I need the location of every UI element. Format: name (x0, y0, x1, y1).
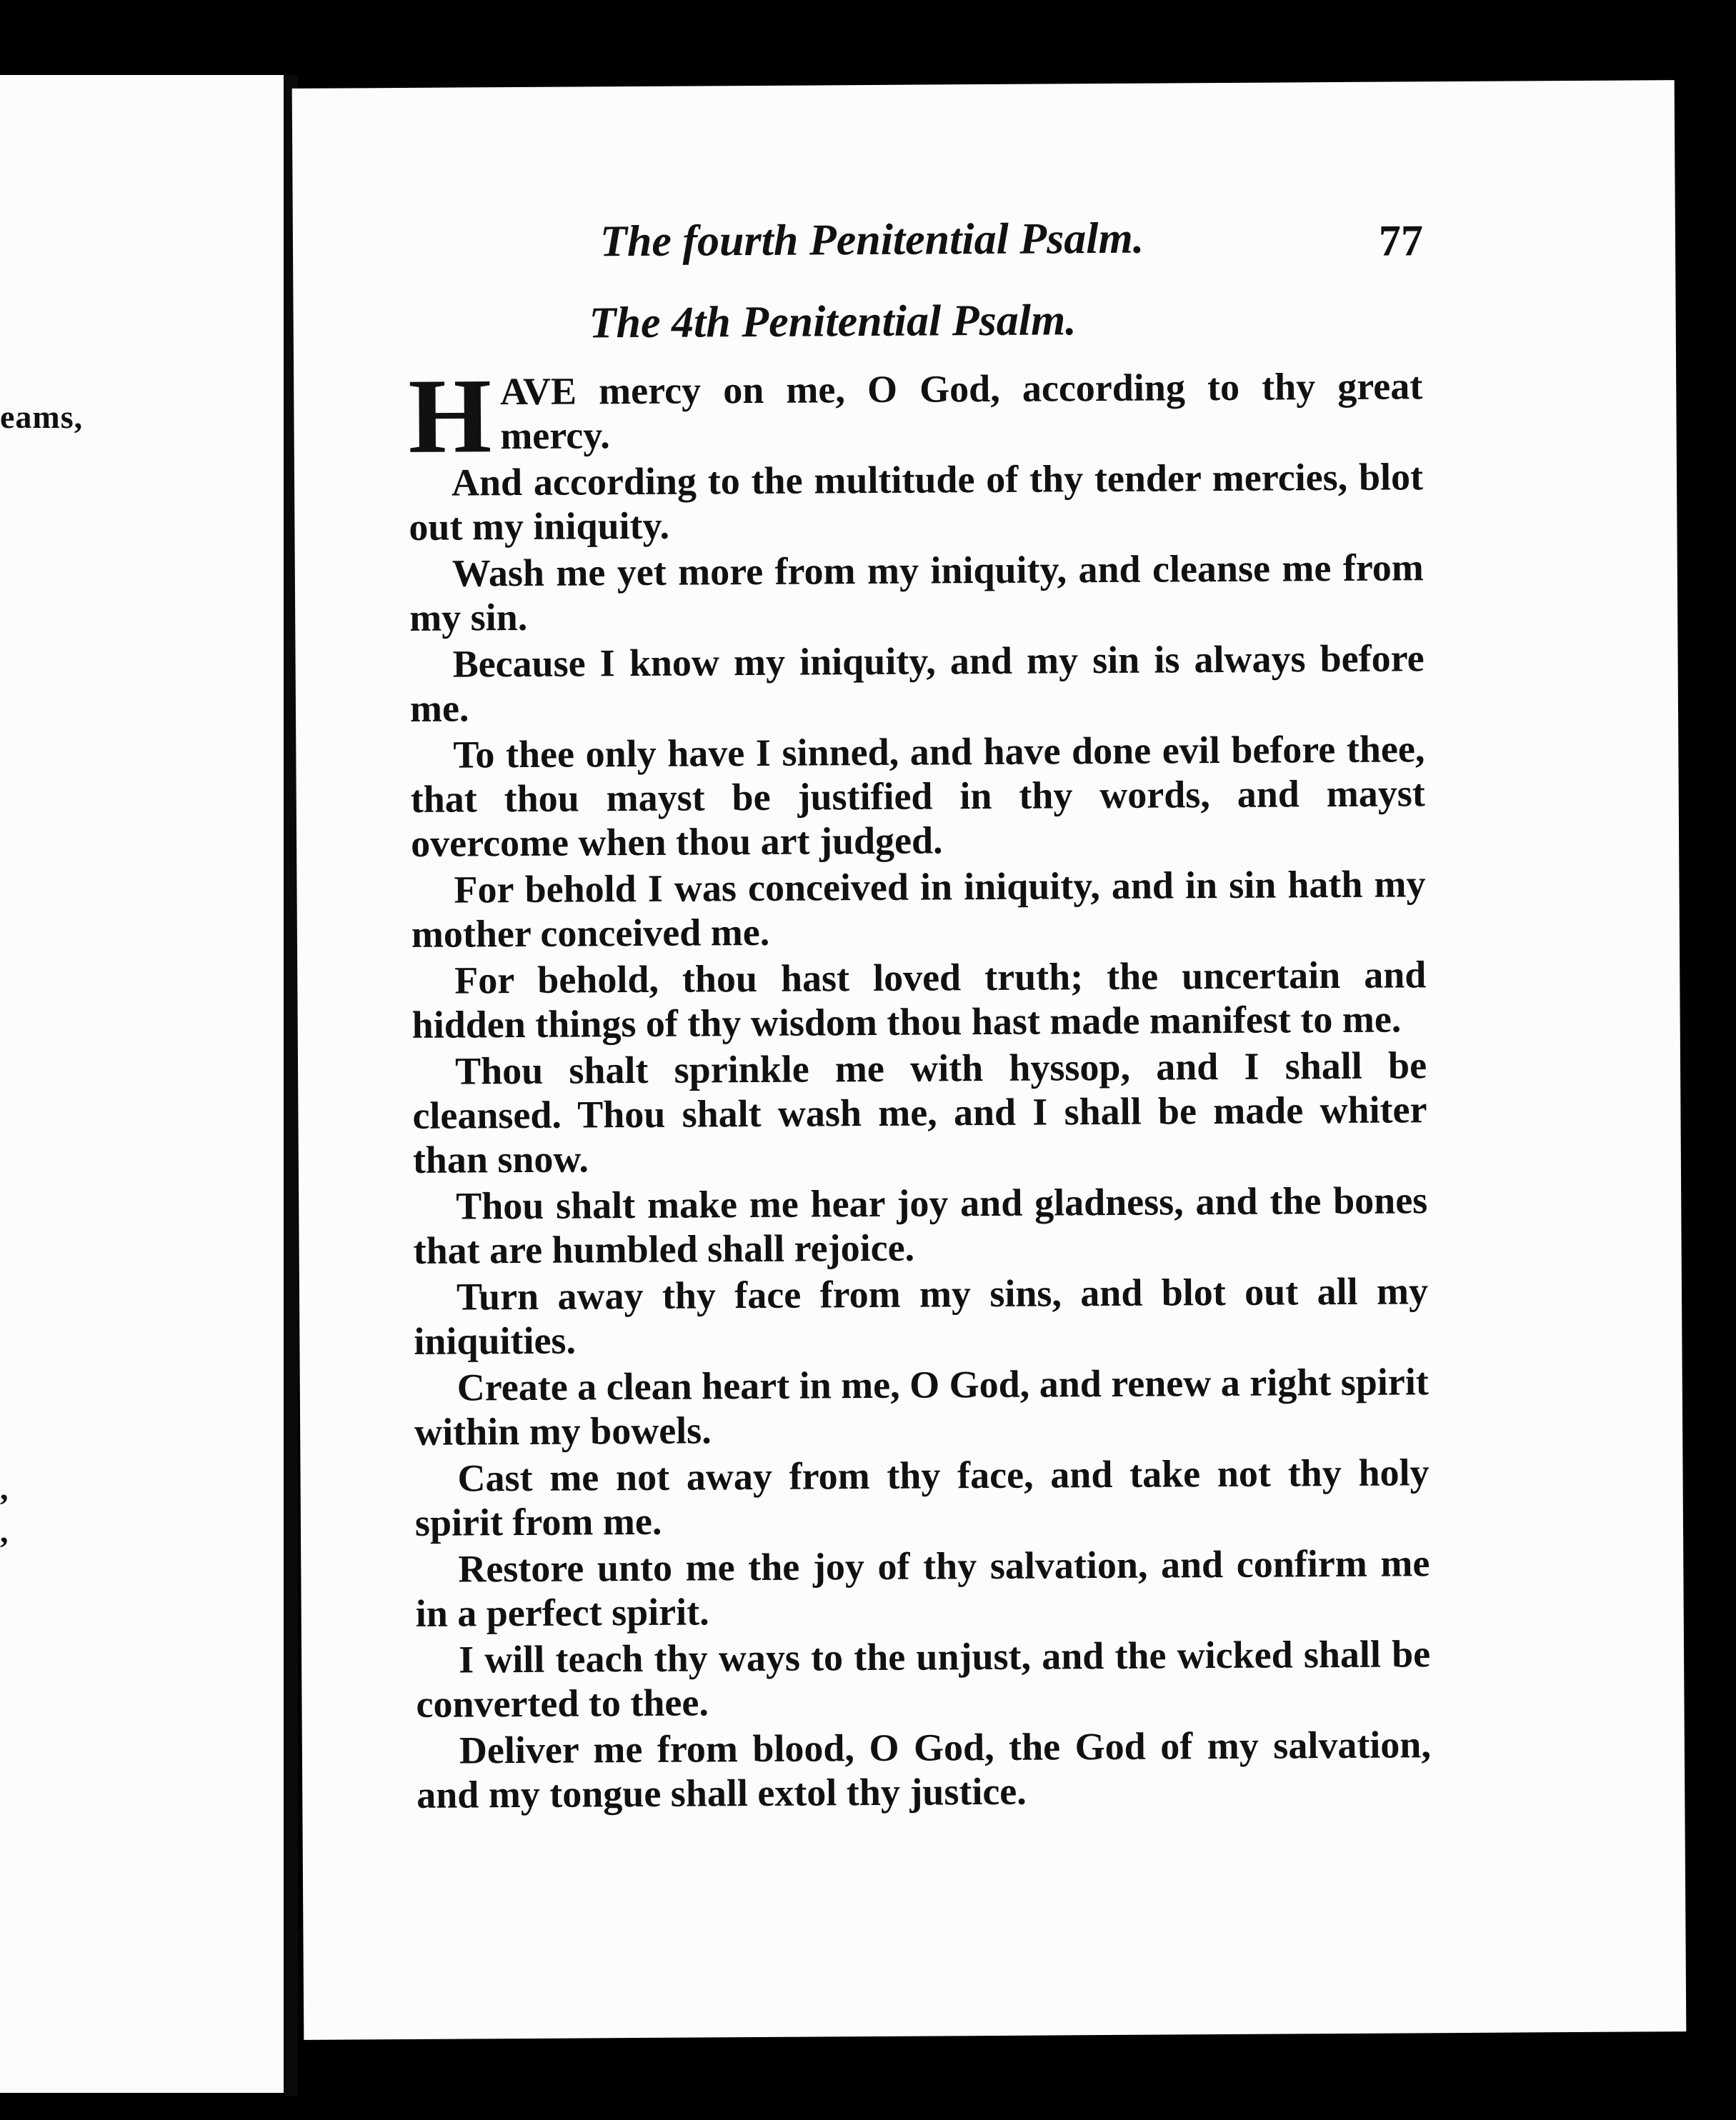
verse: Wash me yet more from my iniquity, and cleanse me from my sin. (409, 546, 1424, 639)
verse: For behold, thou hast loved truth; the uncertain and hidden things of thy wisdom thou hast made manifest to me. (411, 953, 1427, 1046)
verse (407, 356, 1423, 476)
right-page (292, 80, 1687, 2040)
drop-cap: H (407, 356, 492, 476)
psalm-title: The 4th Penitential Psalm. (589, 296, 1077, 348)
verse: Restore unto me the joy of thy salvation, and confirm me in a perfect spirit. (415, 1541, 1430, 1635)
left-page-fragment: eams, (0, 399, 84, 435)
verse: And according to the multitude of thy tender mercies, blot out my iniquity. (409, 455, 1424, 549)
verse: Thou shalt sprinkle me with hyssop, and I shall be cleansed. Thou shalt wash me, and I shall be made whiter than snow. (412, 1044, 1427, 1181)
psalm-text (407, 356, 1432, 1819)
left-page-fragment: , (0, 1513, 9, 1549)
verse: Cast me not away from thy face, and take not thy holy spirit from me. (414, 1451, 1430, 1544)
verse: For behold I was conceived in iniquity, and in sin hath my mother conceived me. (411, 862, 1426, 956)
left-page (0, 75, 284, 2093)
page-number: 77 (1378, 216, 1424, 266)
verse: Deliver me from blood, O God, the God of my salvation, and my tongue shall extol thy justice. (416, 1723, 1432, 1816)
verse: Thou shalt make me hear joy and gladness, and the bones that are humbled shall rejoice. (413, 1179, 1428, 1272)
left-page-fragment: , (0, 1470, 9, 1506)
verse: Because I know my iniquity, and my sin is always before me. (409, 636, 1425, 730)
verse: To thee only have I sinned, and have done evil before thee, that thou mayst be justified in thy words, and mayst overcome when thou art judged. (410, 727, 1425, 865)
verse: Create a clean heart in me, O God, and renew a right spirit within my bowels. (414, 1360, 1429, 1454)
verse: Turn away thy face from my sins, and blot out all my iniquities. (414, 1269, 1429, 1363)
verse: I will teach thy ways to the unjust, and the wicked shall be converted to thee. (416, 1632, 1431, 1726)
running-header: The fourth Penitential Psalm. (599, 214, 1144, 266)
verse-text: AVE mercy on me, O God, according to thy great mercy. (499, 364, 1423, 458)
